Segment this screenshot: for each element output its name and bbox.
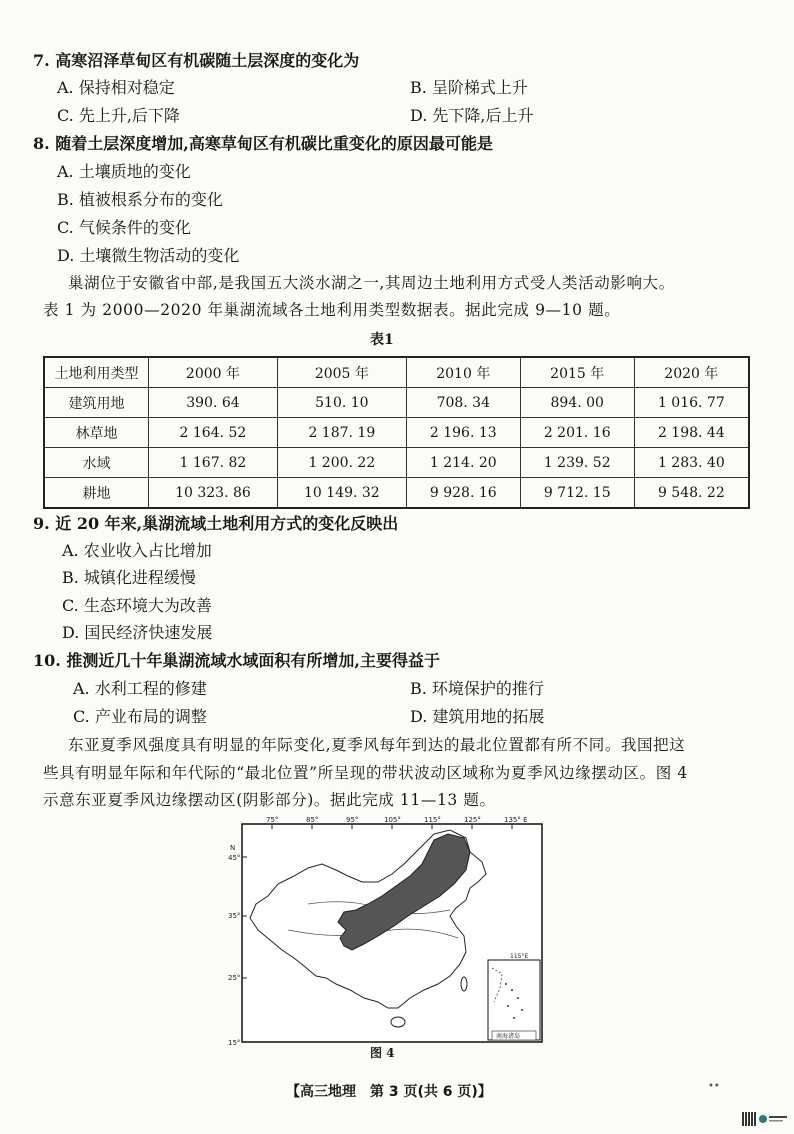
table-cell: 708. 34 — [406, 388, 520, 418]
table-cell: 2 187. 19 — [277, 418, 406, 448]
table-header-cell: 2015 年 — [520, 357, 634, 388]
table-header-cell: 2005 年 — [277, 357, 406, 388]
lon-label: 125° — [464, 816, 481, 824]
question-8-option-d[interactable]: D. 土壤微生物活动的变化 — [57, 246, 240, 265]
south-china-sea-inset — [488, 960, 540, 1040]
corner-mark: •• — [708, 1081, 720, 1092]
table-cell: 1 239. 52 — [520, 448, 634, 478]
taiwan-island — [461, 977, 467, 991]
table-cell: 1 167. 82 — [149, 448, 278, 478]
table-header-cell: 2010 年 — [406, 357, 520, 388]
longitude-labels — [266, 816, 528, 824]
intro-paragraph-line-1: 巢湖位于安徽省中部,是我国五大淡水湖之一,其周边土地利用方式受人类活动影响大。 — [68, 274, 675, 292]
table-1-caption: 表1 — [370, 332, 394, 348]
question-9-option-c[interactable]: C. 生态环境大为改善 — [62, 596, 212, 615]
lon-label: 135° E — [504, 816, 528, 824]
table-row — [44, 448, 749, 478]
question-8-option-c[interactable]: C. 气候条件的变化 — [57, 218, 191, 237]
qr-code-icon — [742, 1112, 756, 1126]
question-10-stem: 10. 推测近几十年巢湖流域水域面积有所增加,主要得益于 — [33, 651, 440, 670]
table-row — [44, 418, 749, 448]
question-10-option-c[interactable]: C. 产业布局的调整 — [73, 707, 207, 726]
table-cell: 建筑用地 — [44, 388, 149, 418]
table-cell: 10 149. 32 — [277, 478, 406, 509]
lon-label: 85° — [306, 816, 319, 824]
lat-label: 25° — [228, 974, 241, 982]
lon-label: 105° — [384, 816, 401, 824]
question-8-stem: 8. 随着土层深度增加,高寒草甸区有机碳比重变化的原因最可能是 — [33, 134, 493, 153]
publisher-logo-icon — [758, 1113, 788, 1125]
lon-label: 75° — [266, 816, 279, 824]
table-row — [44, 388, 749, 418]
question-7-stem: 7. 高寒沼泽草甸区有机碳随土层深度的变化为 — [33, 51, 360, 70]
table-header-row — [44, 357, 749, 388]
question-10-option-b[interactable]: B. 环境保护的推行 — [410, 679, 544, 698]
table-cell: 510. 10 — [277, 388, 406, 418]
table-row — [44, 478, 749, 509]
table-cell: 1 016. 77 — [634, 388, 749, 418]
question-9-stem: 9. 近 20 年来,巢湖流域土地利用方式的变化反映出 — [33, 514, 399, 533]
page-footer: 【高三地理 第 3 页(共 6 页)】 — [286, 1084, 492, 1100]
table-header-cell: 土地利用类型 — [44, 357, 149, 388]
monsoon-paragraph-line-1: 东亚夏季风强度具有明显的年际变化,夏季风每年到达的最北位置都有所不同。我国把这 — [68, 736, 686, 754]
table-cell: 9 712. 15 — [520, 478, 634, 509]
question-8-option-b[interactable]: B. 植被根系分布的变化 — [57, 190, 223, 209]
monsoon-margin-map — [228, 812, 568, 1062]
question-7-option-d[interactable]: D. 先下降,后上升 — [410, 106, 534, 125]
monsoon-paragraph-line-3: 示意东亚夏季风边缘摆动区(阴影部分)。据此完成 11—13 题。 — [43, 791, 496, 809]
lon-label: 115° — [424, 816, 441, 824]
table-cell: 1 200. 22 — [277, 448, 406, 478]
table-cell: 2 201. 16 — [520, 418, 634, 448]
question-7-option-a[interactable]: A. 保持相对稳定 — [57, 78, 175, 97]
land-use-table — [43, 356, 750, 509]
table-cell: 林草地 — [44, 418, 149, 448]
table-cell: 水域 — [44, 448, 149, 478]
latitude-labels — [228, 844, 240, 1047]
question-9-option-d[interactable]: D. 国民经济快速发展 — [62, 623, 213, 642]
lon-label: 95° — [346, 816, 359, 824]
table-cell: 2 198. 44 — [634, 418, 749, 448]
question-7-option-b[interactable]: B. 呈阶梯式上升 — [410, 78, 528, 97]
question-8-option-a[interactable]: A. 土壤质地的变化 — [57, 162, 191, 181]
table-cell: 10 323. 86 — [149, 478, 278, 509]
lat-label: N — [230, 844, 236, 852]
lat-label: 35° — [228, 912, 241, 920]
table-cell: 9 928. 16 — [406, 478, 520, 509]
table-header-cell: 2020 年 — [634, 357, 749, 388]
table-cell: 9 548. 22 — [634, 478, 749, 509]
table-cell: 390. 64 — [149, 388, 278, 418]
table-cell: 2 164. 52 — [149, 418, 278, 448]
question-9-option-a[interactable]: A. 农业收入占比增加 — [62, 541, 212, 560]
table-cell: 894. 00 — [520, 388, 634, 418]
table-cell: 耕地 — [44, 478, 149, 509]
question-10-option-d[interactable]: D. 建筑用地的拓展 — [410, 707, 545, 726]
table-cell: 2 196. 13 — [406, 418, 520, 448]
figure-4-caption: 图 4 — [370, 1046, 395, 1060]
question-9-option-b[interactable]: B. 城镇化进程缓慢 — [62, 568, 196, 587]
table-cell: 1 283. 40 — [634, 448, 749, 478]
table-cell: 1 214. 20 — [406, 448, 520, 478]
table-header-cell: 2000 年 — [149, 357, 278, 388]
question-7-option-c[interactable]: C. 先上升,后下降 — [57, 106, 180, 125]
lat-label: 15° — [228, 1039, 241, 1047]
lat-label: 45° — [228, 854, 241, 862]
inset-longitude-label: 115°E — [510, 953, 529, 960]
hainan-island — [391, 1017, 405, 1027]
question-10-option-a[interactable]: A. 水利工程的修建 — [73, 679, 207, 698]
intro-paragraph-line-2: 表 1 为 2000—2020 年巢湖流域各土地利用类型数据表。据此完成 9—10 题。 — [43, 301, 621, 319]
monsoon-paragraph-line-2: 些具有明显年际和年代际的“最北位置”所呈现的带状波动区域称为夏季风边缘摆动区。图 4 — [43, 764, 688, 782]
inset-caption: 南海诸岛 — [496, 1033, 521, 1040]
